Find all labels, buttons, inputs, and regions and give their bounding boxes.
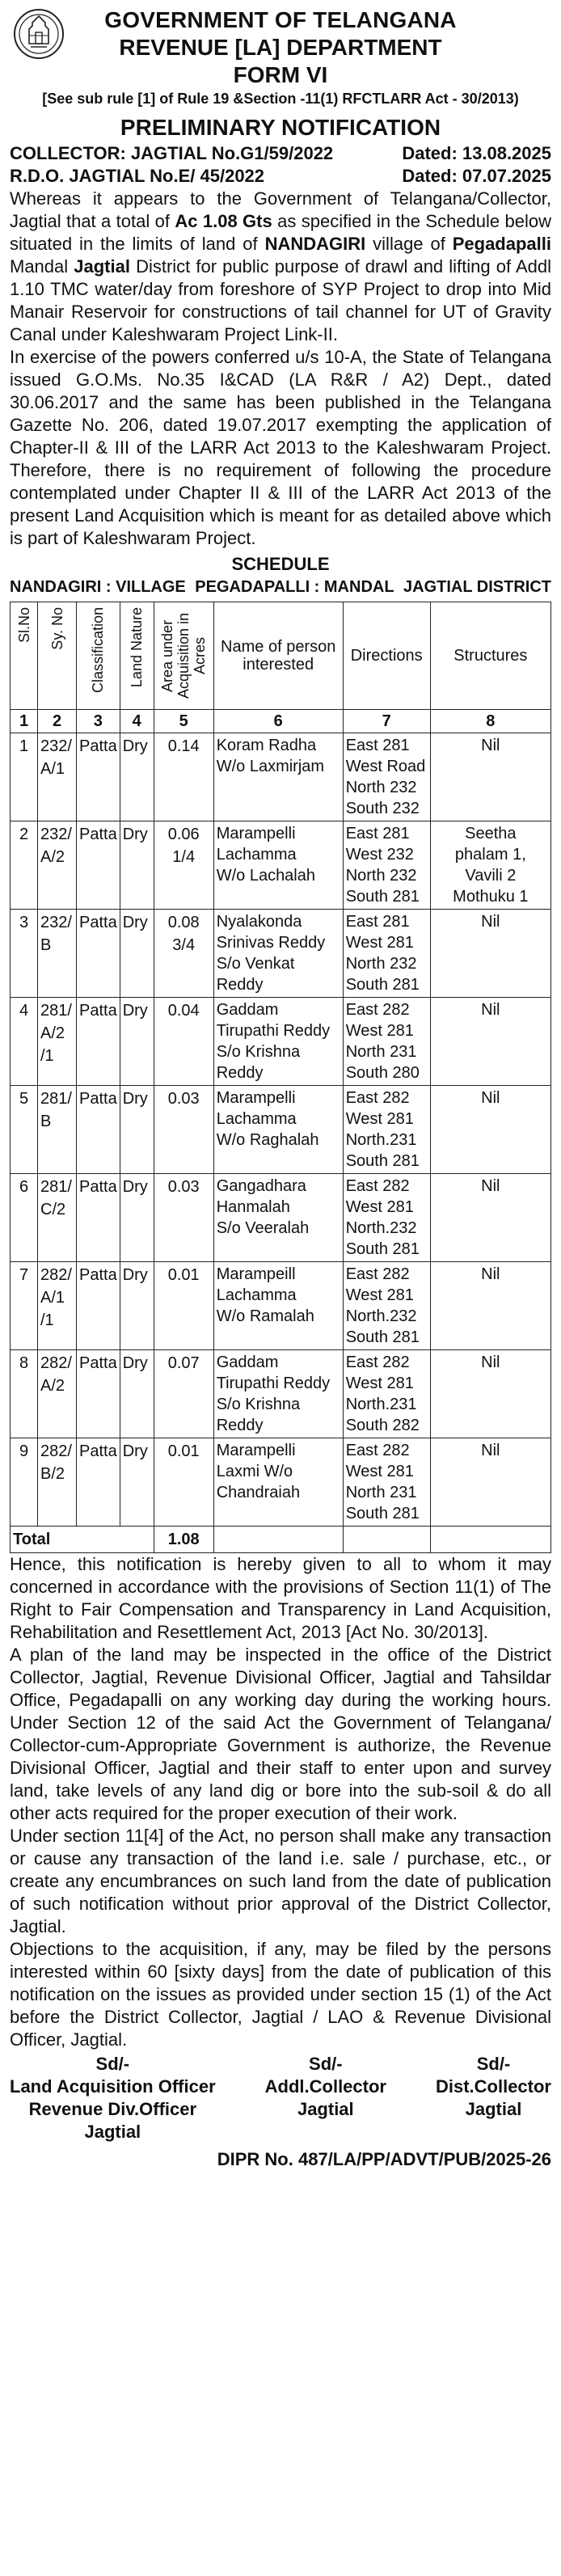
cell-sl: 9 — [11, 1438, 38, 1527]
dipr-number: DIPR No. 487/LA/PP/ADVT/PUB/2025-26 — [217, 2149, 551, 2169]
cell-sl: 4 — [11, 998, 38, 1086]
telangana-emblem-icon — [13, 8, 65, 60]
cell-cls: Patta — [77, 998, 120, 1086]
cell-sy: 282/ A/2 — [38, 1350, 77, 1438]
cell-name: Marampelli Lachamma W/o Raghalah — [213, 1086, 343, 1174]
schedule-title: SCHEDULE — [231, 554, 330, 574]
cell-str: Nil — [430, 910, 550, 998]
total-row — [11, 1527, 551, 1553]
cell-sl: 5 — [11, 1086, 38, 1174]
form-heading: FORM VI — [233, 62, 328, 87]
cell-sl: 2 — [11, 821, 38, 910]
table-row — [11, 1262, 551, 1350]
total-label: Total — [11, 1527, 154, 1553]
cell-str: Nil — [430, 733, 550, 821]
table-row — [11, 1350, 551, 1438]
col-header-structures: Structures — [430, 602, 550, 710]
cell-area: 0.06 1/4 — [154, 821, 213, 910]
signature-block — [10, 2053, 551, 2143]
inspection-paragraph: A plan of the land may be inspected in the office of the District Collector, Jagtial, Revenue Divisional Officer, Jagtial and Tahsildar Office, Pegadapalli on any working day during the working hours. Under Section 12 of the said Act the Government of Telangana/ Collector-cum-Appropriate Government is authorize, the Revenue Divisional Officer, Jagtial and their staff to enter upon and survey land, take levels of any land dig or bore into the sub-soil & do all other acts required for the proper execution of their work. — [10, 1645, 551, 1823]
whereas-paragraph: Whereas it appears to the Government of Telangana/Collector, Jagtial that a total of Ac 1.08 Gts as specified in the Schedule below situated in the limits of land of NANDAGIRI village of Pegadapalli Mandal Jagtial District for public purpose of drawl and lifting of Addl 1.10 TMC water/day from foreshore of SYP Project to drop into Mid Manair Reservoir for constructions of tail channel for UT of Gravity Canal under Kaleshwaram Project Link-II. — [10, 188, 551, 344]
cell-dir: East 282 West 281 North.232 South 281 — [343, 1262, 430, 1350]
cell-cls: Patta — [77, 733, 120, 821]
table-row — [11, 910, 551, 998]
cell-sl: 8 — [11, 1350, 38, 1438]
collector-ref-number: COLLECTOR: JAGTIAL No.G1/59/2022 — [10, 143, 334, 163]
col-header-directions: Directions — [343, 602, 430, 710]
cell-name: Marampeill Lachamma W/o Ramalah — [213, 1262, 343, 1350]
cell-sl: 1 — [11, 733, 38, 821]
cell-dir: East 282 West 281 North.231 South 282 — [343, 1350, 430, 1438]
cell-nature: Dry — [120, 1350, 154, 1438]
cell-area: 0.03 — [154, 1174, 213, 1262]
col-header-name: Name of person interested — [213, 602, 343, 710]
schedule-table — [10, 602, 551, 1553]
cell-name: Marampelli Lachamma W/o Lachalah — [213, 821, 343, 910]
table-row — [11, 733, 551, 821]
col-header-syno: Sy. No — [38, 602, 77, 710]
cell-str: Nil — [430, 1262, 550, 1350]
col-header-area: Area under Acquisition in Acres — [154, 602, 213, 710]
cell-sy: 282/ B/2 — [38, 1438, 77, 1527]
cell-sl: 6 — [11, 1174, 38, 1262]
cell-sy: 281/ A/2 /1 — [38, 998, 77, 1086]
hence-paragraph: Hence, this notification is hereby given to all to whom it may concerned in accordance with the provisions of Section 11(1) of The Right to Fair Compensation and Transparency in Land Acquisition, Rehabilitation and Resettlement Act, 2013 [Act No. 30/2013]. — [10, 1554, 551, 1642]
cell-dir: East 282 West 281 North.231 South 281 — [343, 1086, 430, 1174]
cell-sl: 3 — [11, 910, 38, 998]
cell-str: Nil — [430, 998, 550, 1086]
rdo-ref-number: R.D.O. JAGTIAL No.E/ 45/2022 — [10, 166, 265, 186]
cell-str: Nil — [430, 1350, 550, 1438]
cell-name: Gangadhara Hanmalah S/o Veeralah — [213, 1174, 343, 1262]
table-header-row — [11, 602, 551, 710]
cell-sy: 232/ B — [38, 910, 77, 998]
cell-name: Nyalakonda Srinivas Reddy S/o Venkat Reddy — [213, 910, 343, 998]
cell-dir: East 282 West 281 North 231 South 281 — [343, 1438, 430, 1527]
cell-area: 0.01 — [154, 1438, 213, 1527]
col-header-slno: Sl.No — [11, 602, 38, 710]
cell-area: 0.01 — [154, 1262, 213, 1350]
cell-cls: Patta — [77, 1350, 120, 1438]
cell-nature: Dry — [120, 1438, 154, 1527]
cell-cls: Patta — [77, 821, 120, 910]
rdo-ref-date: Dated: 07.07.2025 — [402, 166, 551, 186]
exemption-paragraph: In exercise of the powers conferred u/s 10-A, the State of Telangana issued G.O.Ms. No.35 I&CAD (LA R&R / A2) Dept., dated 30.06.2017 and the same has been published in the Telangana Gazette No. 206, dated 19.07.2017 exempting the application of Chapter-II & III of the LARR Act 2013 to the Kaleshwaram Project. Therefore, there is no requirement of following the procedure contemplated under Chapter II & III of the LARR Act 2013 of the present Land Acquisition which is meant for as detailed above which is part of Kaleshwaram Project. — [10, 347, 551, 548]
cell-sy: 281/ B — [38, 1086, 77, 1174]
table-row — [11, 998, 551, 1086]
cell-cls: Patta — [77, 1174, 120, 1262]
cell-name: Gaddam Tirupathi Reddy S/o Krishna Reddy — [213, 998, 343, 1086]
collector-ref-date: Dated: 13.08.2025 — [402, 143, 551, 163]
cell-nature: Dry — [120, 1086, 154, 1174]
cell-sy: 232/ A/1 — [38, 733, 77, 821]
cell-dir: East 282 West 281 North 231 South 280 — [343, 998, 430, 1086]
table-row — [11, 1086, 551, 1174]
transaction-paragraph: Under section 11[4] of the Act, no person shall make any transaction or cause any transaction of the land i.e. sale / purchase, etc., or create any encumbrances on such land from the date of publication of such notification without prior approval of the District Collector, Jagtial. — [10, 1826, 551, 1936]
cell-area: 0.03 — [154, 1086, 213, 1174]
cell-cls: Patta — [77, 910, 120, 998]
cell-str: Seetha phalam 1, Vavili 2 Mothuku 1 — [430, 821, 550, 910]
signature-addl-collector: Sd/- Addl.Collector Jagtial — [264, 2054, 386, 2119]
cell-sy: 282/ A/1 /1 — [38, 1262, 77, 1350]
cell-sy: 232/ A/2 — [38, 821, 77, 910]
objections-paragraph: Objections to the acquisition, if any, may be filed by the persons interested within 60 [sixty days] from the date of publication of this notification on the issues as provided under section 15 (1) of the Act before the District Collector, Jagtial / LAO & Revenue Divisional Officer, Jagtial. — [10, 1939, 551, 2050]
cell-area: 0.14 — [154, 733, 213, 821]
cell-dir: East 281 West 232 North 232 South 281 — [343, 821, 430, 910]
cell-dir: East 281 West 281 North 232 South 281 — [343, 910, 430, 998]
cell-str: Nil — [430, 1086, 550, 1174]
cell-sl: 7 — [11, 1262, 38, 1350]
cell-nature: Dry — [120, 733, 154, 821]
header — [10, 6, 551, 112]
signature-dist-collector: Sd/- Dist.Collector Jagtial — [435, 2054, 551, 2119]
cell-nature: Dry — [120, 1262, 154, 1350]
collector-ref — [10, 142, 551, 165]
cell-str: Nil — [430, 1174, 550, 1262]
department-heading: REVENUE [LA] DEPARTMENT — [119, 35, 442, 60]
cell-name: Marampelli Laxmi W/o Chandraiah — [213, 1438, 343, 1527]
schedule-location — [10, 576, 551, 598]
table-row — [11, 821, 551, 910]
cell-dir: East 282 West 281 North.232 South 281 — [343, 1174, 430, 1262]
col-header-classification: Classification — [77, 602, 120, 710]
rule-reference: [See sub rule [1] of Rule 19 &Section -11(1) RFCTLARR Act - 30/2013) — [42, 91, 519, 107]
column-number-row: 1 2 3 4 5 6 7 8 — [11, 710, 551, 733]
cell-dir: East 281 West Road North 232 South 232 — [343, 733, 430, 821]
govt-heading: GOVERNMENT OF TELANGANA — [104, 7, 457, 32]
cell-sy: 281/ C/2 — [38, 1174, 77, 1262]
schedule-mandal: PEGADAPALLI : MANDAL — [195, 578, 394, 596]
cell-cls: Patta — [77, 1086, 120, 1174]
signature-lao: Sd/- Land Acquisition Officer Revenue Div.Officer Jagtial — [10, 2054, 216, 2142]
cell-name: Koram Radha W/o Laxmirjam — [213, 733, 343, 821]
cell-cls: Patta — [77, 1262, 120, 1350]
cell-nature: Dry — [120, 1174, 154, 1262]
rdo-ref — [10, 165, 551, 188]
cell-area: 0.04 — [154, 998, 213, 1086]
cell-area: 0.07 — [154, 1350, 213, 1438]
cell-nature: Dry — [120, 821, 154, 910]
cell-str: Nil — [430, 1438, 550, 1527]
schedule-village: NANDAGIRI : VILLAGE — [10, 578, 186, 596]
table-row — [11, 1438, 551, 1527]
page-title: PRELIMINARY NOTIFICATION — [120, 115, 441, 140]
cell-area: 0.08 3/4 — [154, 910, 213, 998]
total-value: 1.08 — [154, 1527, 213, 1553]
cell-nature: Dry — [120, 910, 154, 998]
schedule-district: JAGTIAL DISTRICT — [403, 578, 551, 596]
cell-nature: Dry — [120, 998, 154, 1086]
col-header-land-nature: Land Nature — [120, 602, 154, 710]
cell-cls: Patta — [77, 1438, 120, 1527]
cell-name: Gaddam Tirupathi Reddy S/o Krishna Reddy — [213, 1350, 343, 1438]
table-row — [11, 1174, 551, 1262]
